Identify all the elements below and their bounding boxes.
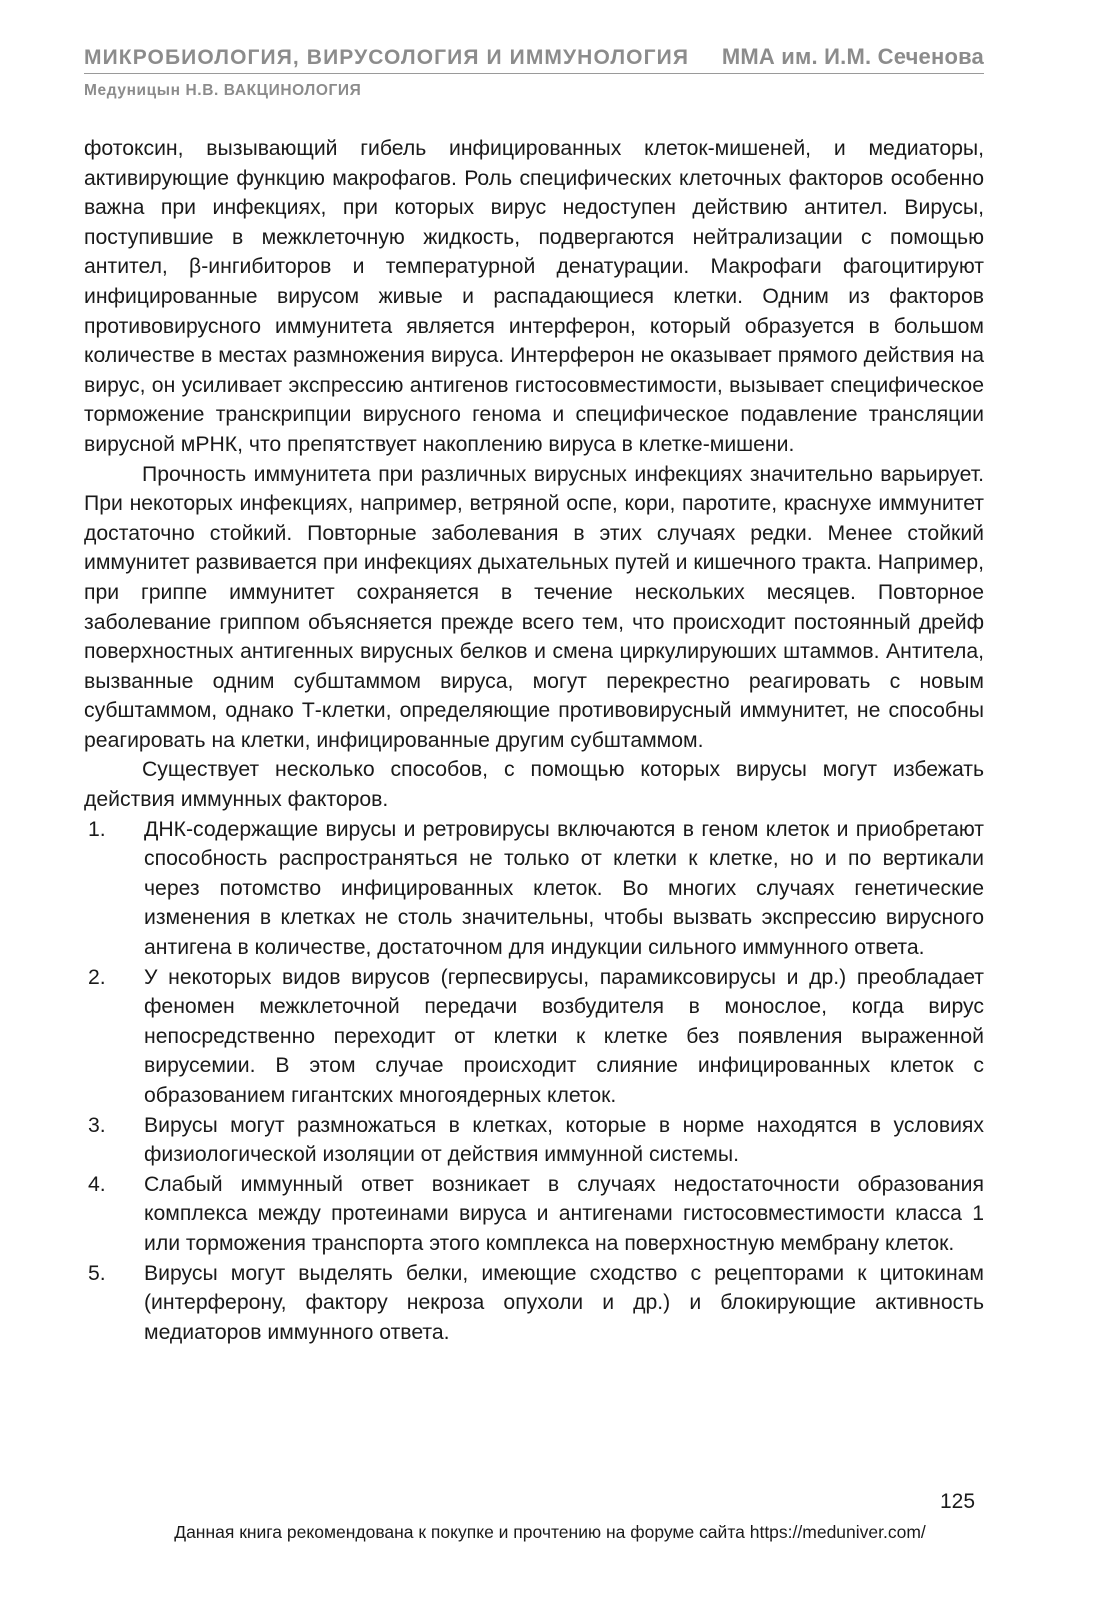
- author-book-title: Медуницын Н.В. ВАКЦИНОЛОГИЯ: [84, 82, 362, 99]
- list-item-text: ДНК-содержащие вирусы и ретровирусы включаются в геном клеток и приобретают способность распространяться не только от клетки к клетке, но и по вертикали через потомство инфицированных клеток. Во многих случаях генетические изменения в клетках не столь значительны, чтобы вызвать экспрессию вирусного антигена в количестве, достаточном для индукции сильного иммунного ответа.: [144, 817, 984, 960]
- list-item-number: 3.: [88, 1113, 106, 1137]
- list-item: [84, 1111, 984, 1170]
- paragraph-evasion-intro: Существует несколько способов, с помощью которых вирусы могут избежать действия иммунных факторов.: [84, 758, 984, 812]
- paragraph-immunity-strength: Прочность иммунитета при различных вирусных инфекциях значительно варьирует. При некоторых инфекциях, например, ветряной оспе, кори, паротите, краснухе иммунитет достаточно стойкий. Повторные заболевания в этих случаях редки. Менее стойкий иммунитет развивается при инфекциях дыхательных путей и кишечного тракта. Например, при гриппе иммунитет сохраняется в течение нескольких месяцев. Повторное заболевание гриппом объясняется прежде всего тем, что происходит постоянный дрейф поверхностных антигенных вирусных белков и смена циркулируюших штаммов. Антитела, вызванные одним субштаммом вируса, могут перекрестно реагировать с новым субштаммом, однако Т-клетки, определяющие противовирусный иммунитет, не способны реагировать на клетки, инфицированные другим субштаммом.: [84, 462, 984, 752]
- list-item: [84, 815, 984, 963]
- page-body: [84, 134, 984, 1347]
- list-item-number: 4.: [88, 1172, 106, 1196]
- list-item-number: 5.: [88, 1261, 106, 1285]
- list-item-number: 2.: [88, 965, 106, 989]
- list-item-text: Вирусы могут выделять белки, имеющие сходство с рецепторами к цитокинам (интерферону, фактору некроза опухоли и др.) и блокирующие активность медиаторов иммунного ответа.: [144, 1261, 984, 1344]
- list-item-text: У некоторых видов вирусов (герпесвирусы, парамиксовирусы и др.) преобладает феномен межклеточной передачи возбудителя в монослое, когда вирус непосредственно переходит от клетки к клетке без появления выраженной вирусемии. В этом случае происходит слияние инфицированных клеток с образованием гигантских многоядерных клеток.: [144, 965, 984, 1107]
- paragraph-continuation: фотоксин, вызывающий гибель инфицированных клеток-мишеней, и медиаторы, активирующие функцию макрофагов. Роль специфических клеточных факторов особенно важна при инфекциях, при которых вирус недоступен действию антител. Вирусы, поступившие в межклеточную жидкость, подвергаются нейтрализации с помощью антител, β-ингибиторов и температурной денатурации. Макрофаги фагоцитируют инфицированные вирусом живые и распадающиеся клетки. Одним из факторов противовирусного иммунитета является интерферон, который образуется в большом количестве в местах размножения вируса. Интерферон не оказывает прямого действия на вирус, он усиливает экспрессию антигенов гистосовместимости, вызывает специфическое торможение транскрипции вирусного генома и специфическое подавление трансляции вирусной мРНК, что препятствует накоплению вируса в клетке-мишени.: [84, 137, 984, 456]
- footer-note: Данная книга рекомендована к покупке и прочтению на форуме сайта https://meduniver.com/: [174, 1522, 926, 1542]
- list-item: [84, 1259, 984, 1348]
- list-item: [84, 963, 984, 1111]
- header-title-row: [84, 44, 984, 74]
- list-item-number: 1.: [88, 817, 106, 841]
- list-item-text: Слабый иммунный ответ возникает в случаях недостаточности образования комплекса между протеинами вируса и антигенами гистосовместимости класса 1 или торможения транспорта этого комплекса на поверхностную мембрану клеток.: [144, 1172, 984, 1255]
- book-series-title: МИКРОБИОЛОГИЯ, ВИРУСОЛОГИЯ И ИММУНОЛОГИЯ: [84, 46, 690, 69]
- evasion-mechanisms-list: [84, 815, 984, 1348]
- page-number: 125: [940, 1490, 976, 1513]
- list-item-text: Вирусы могут размножаться в клетках, которые в норме находятся в условиях физиологической изоляции от действия иммунной системы.: [144, 1113, 984, 1167]
- institution-name: ММА им. И.М. Сеченова: [721, 44, 984, 69]
- running-head: [84, 44, 984, 100]
- list-item: [84, 1170, 984, 1259]
